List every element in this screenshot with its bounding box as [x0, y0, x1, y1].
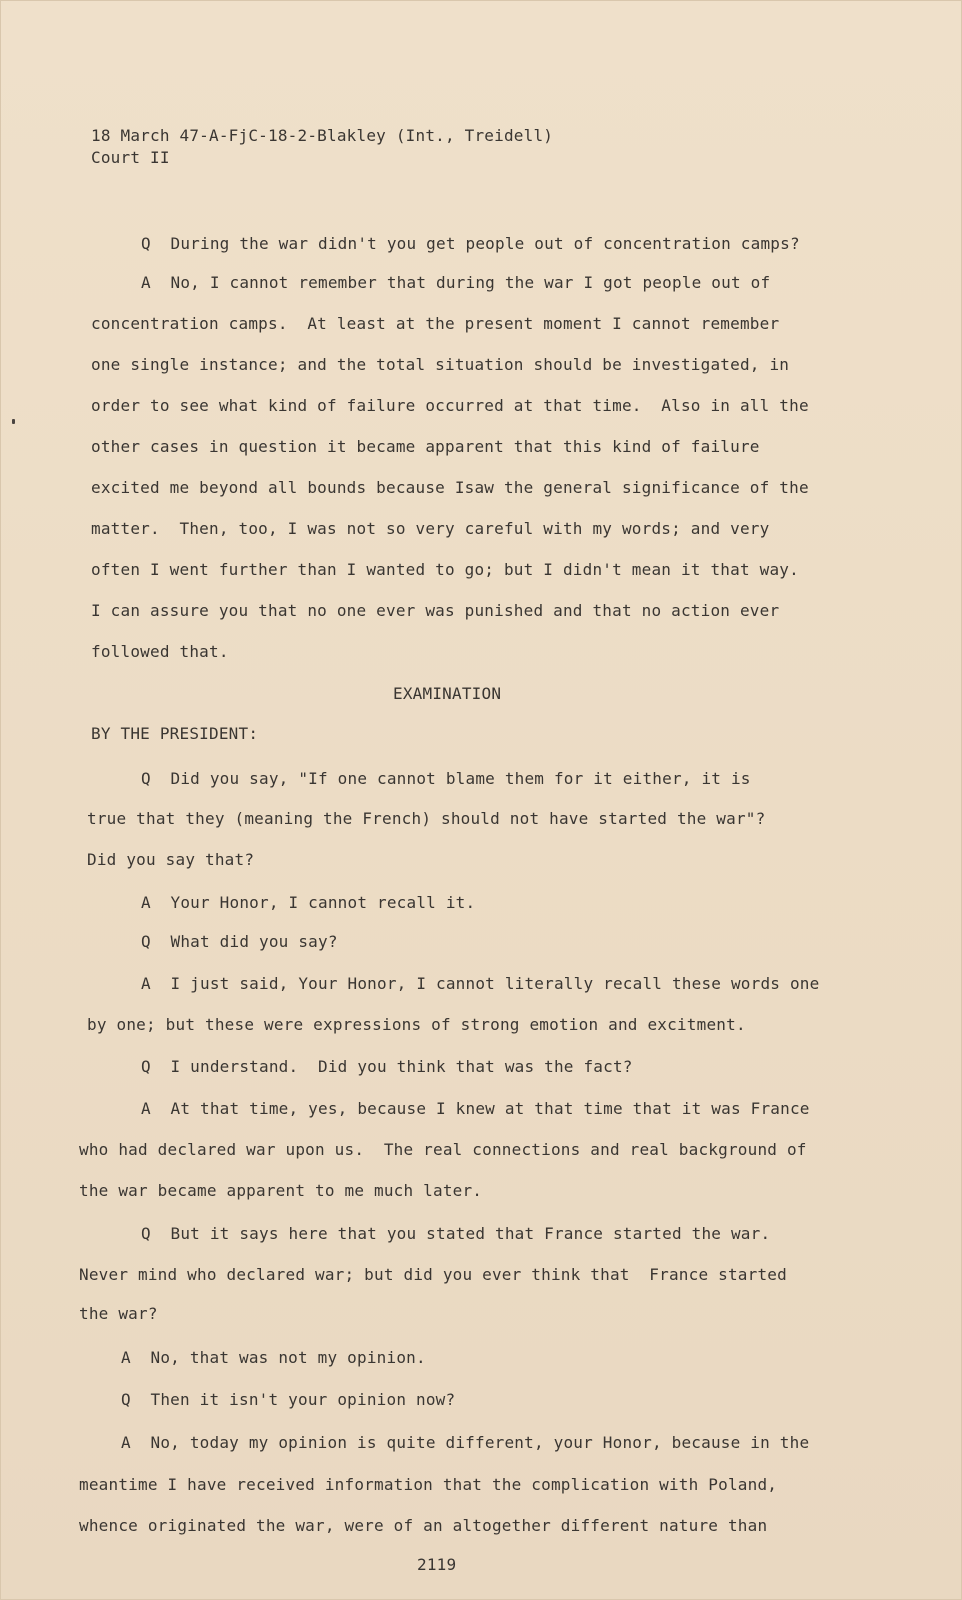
exam-line: A At that time, yes, because I knew at that time that it was France: [141, 1099, 810, 1118]
exam-line: A I just said, Your Honor, I cannot literally recall these words one: [141, 974, 820, 993]
body-line: A No, I cannot remember that during the war I got people out of: [141, 273, 771, 292]
margin-mark: [12, 419, 15, 424]
exam-line: A No, that was not my opinion.: [121, 1348, 426, 1367]
exam-line: Did you say that?: [87, 850, 255, 869]
exam-line: Q But it says here that you stated that France started the war.: [141, 1224, 771, 1243]
exam-line: Q Then it isn't your opinion now?: [121, 1390, 456, 1409]
exam-line: A Your Honor, I cannot recall it.: [141, 893, 476, 912]
exam-line: Never mind who declared war; but did you ever think that France started: [79, 1265, 787, 1284]
exam-line: meantime I have received information that the complication with Poland,: [79, 1475, 778, 1494]
page-number: 2119: [417, 1555, 457, 1574]
body-line: Q During the war didn't you get people out of concentration camps?: [141, 234, 800, 253]
body-line: matter. Then, too, I was not so very careful with my words; and very: [91, 519, 770, 538]
exam-line: by one; but these were expressions of strong emotion and excitment.: [87, 1015, 746, 1034]
body-line: excited me beyond all bounds because Isaw the general significance of the: [91, 478, 809, 497]
exam-line: Q Did you say, "If one cannot blame them for it either, it is: [141, 769, 751, 788]
header-line-1: 18 March 47-A-FjC-18-2-Blakley (Int., Treidell): [91, 126, 554, 145]
body-line: often I went further than I wanted to go; but I didn't mean it that way.: [91, 560, 799, 579]
exam-line: Q I understand. Did you think that was the fact?: [141, 1057, 633, 1076]
exam-line: true that they (meaning the French) should not have started the war"?: [87, 809, 766, 828]
body-line: order to see what kind of failure occurred at that time. Also in all the: [91, 396, 809, 415]
exam-line: Q What did you say?: [141, 932, 338, 951]
body-line: one single instance; and the total situation should be investigated, in: [91, 355, 790, 374]
exam-line: whence originated the war, were of an altogether different nature than: [79, 1516, 768, 1535]
header-line-2: Court II: [91, 148, 170, 167]
section-title: EXAMINATION: [393, 684, 502, 703]
body-line: I can assure you that no one ever was punished and that no action ever: [91, 601, 780, 620]
body-line: concentration camps. At least at the present moment I cannot remember: [91, 314, 780, 333]
exam-line: A No, today my opinion is quite different, your Honor, because in the: [121, 1433, 810, 1452]
exam-line: who had declared war upon us. The real connections and real background of: [79, 1140, 807, 1159]
examiner-label: BY THE PRESIDENT:: [91, 724, 259, 743]
body-line: followed that.: [91, 642, 229, 661]
exam-line: the war became apparent to me much later.: [79, 1181, 483, 1200]
body-line: other cases in question it became apparent that this kind of failure: [91, 437, 760, 456]
exam-line: the war?: [79, 1304, 158, 1323]
